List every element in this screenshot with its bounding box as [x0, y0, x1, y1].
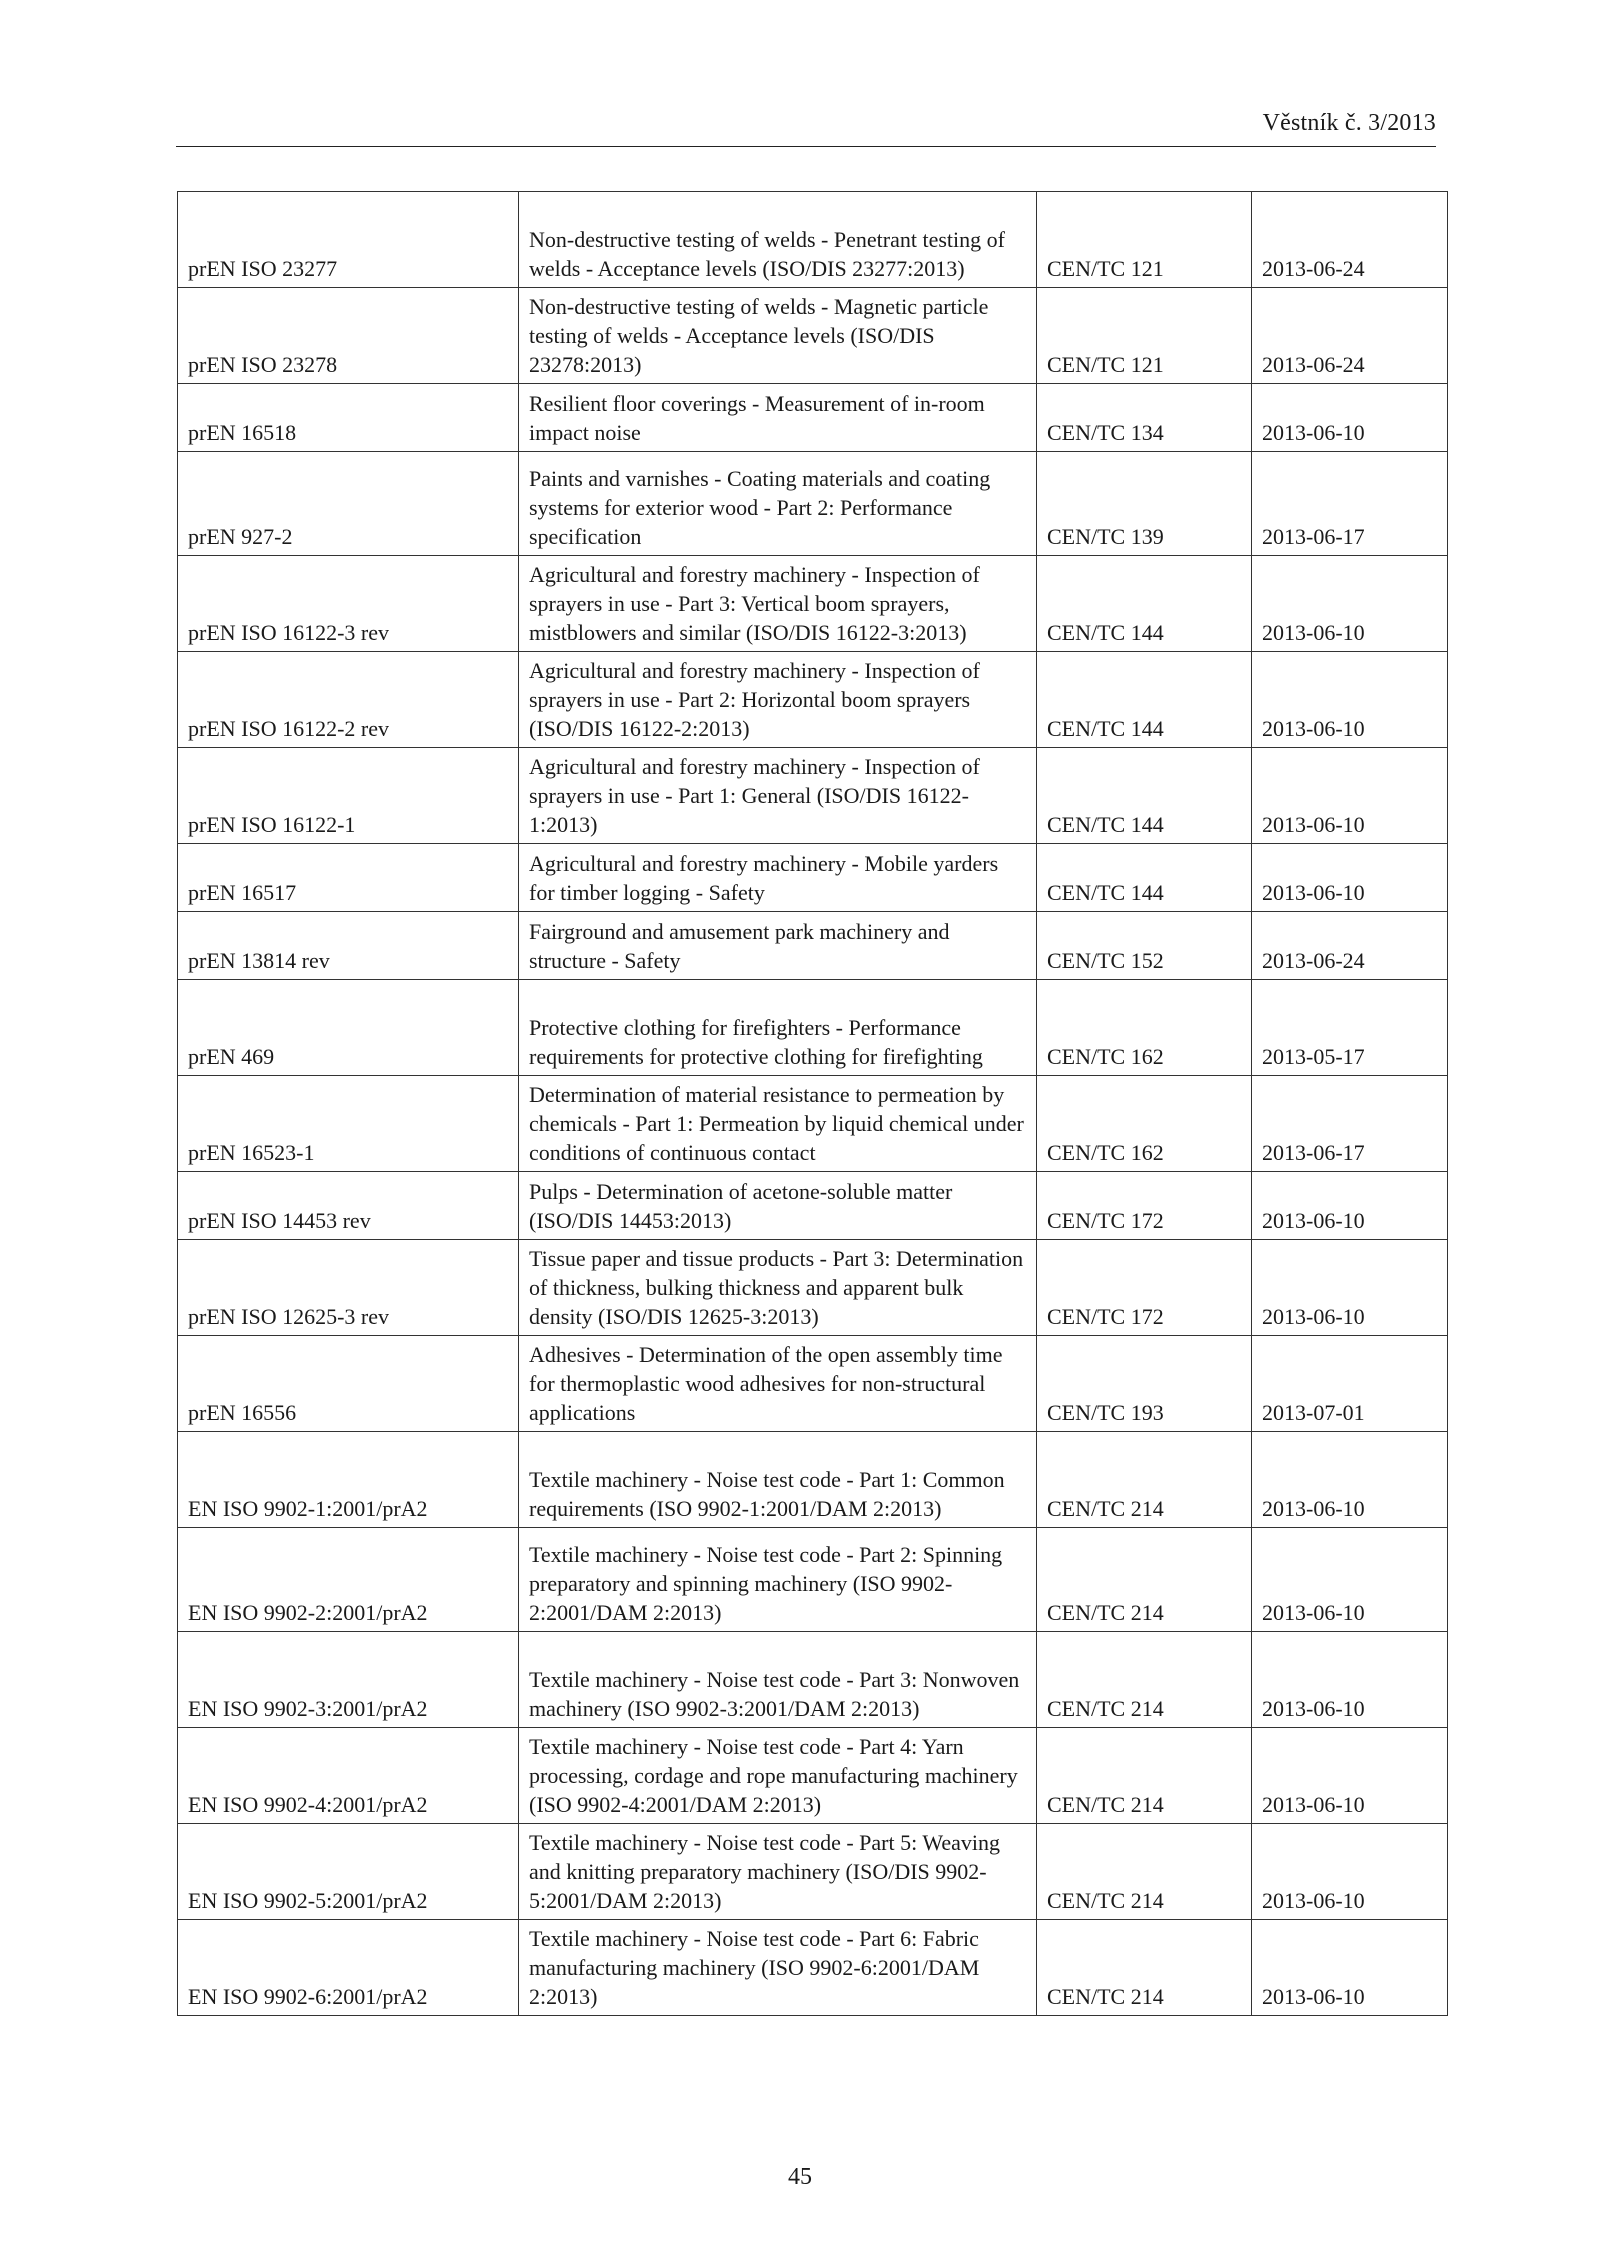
- standard-title-cell: Fairground and amusement park machinery and structure - Safety: [519, 912, 1037, 980]
- page-header: [176, 110, 1436, 147]
- table-row: [178, 652, 1448, 748]
- technical-committee-cell: CEN/TC 121: [1037, 288, 1252, 384]
- standard-code-cell: prEN ISO 16122-3 rev: [178, 556, 519, 652]
- deadline-date-cell: 2013-06-10: [1252, 556, 1448, 652]
- deadline-date-cell: 2013-06-10: [1252, 1824, 1448, 1920]
- standard-title-cell: Tissue paper and tissue products - Part 3: Determination of thickness, bulking thickness and apparent bulk density (ISO/DIS 12625-3:2013): [519, 1240, 1037, 1336]
- table-row: [178, 1172, 1448, 1240]
- technical-committee-cell: CEN/TC 172: [1037, 1172, 1252, 1240]
- standard-code-cell: prEN 16523-1: [178, 1076, 519, 1172]
- standard-code-cell: prEN 16517: [178, 844, 519, 912]
- standard-title-cell: Pulps - Determination of acetone-soluble matter (ISO/DIS 14453:2013): [519, 1172, 1037, 1240]
- deadline-date-cell: 2013-06-10: [1252, 1528, 1448, 1632]
- standard-title-cell: Textile machinery - Noise test code - Part 6: Fabric manufacturing machinery (ISO 9902-6:2001/DAM 2:2013): [519, 1920, 1037, 2016]
- deadline-date-cell: 2013-06-24: [1252, 192, 1448, 288]
- deadline-date-cell: 2013-06-10: [1252, 748, 1448, 844]
- standard-code-cell: EN ISO 9902-5:2001/prA2: [178, 1824, 519, 1920]
- standard-code-cell: prEN ISO 23277: [178, 192, 519, 288]
- technical-committee-cell: CEN/TC 214: [1037, 1632, 1252, 1728]
- deadline-date-cell: 2013-06-10: [1252, 844, 1448, 912]
- table-row: [178, 1240, 1448, 1336]
- standard-title-cell: Textile machinery - Noise test code - Part 3: Nonwoven machinery (ISO 9902-3:2001/DAM 2:2013): [519, 1632, 1037, 1728]
- standards-table: [177, 191, 1448, 2016]
- technical-committee-cell: CEN/TC 162: [1037, 1076, 1252, 1172]
- table-row: [178, 1432, 1448, 1528]
- deadline-date-cell: 2013-06-10: [1252, 1172, 1448, 1240]
- standard-code-cell: EN ISO 9902-6:2001/prA2: [178, 1920, 519, 2016]
- table-row: [178, 980, 1448, 1076]
- table-row: [178, 1920, 1448, 2016]
- deadline-date-cell: 2013-07-01: [1252, 1336, 1448, 1432]
- standard-title-cell: Protective clothing for firefighters - Performance requirements for protective clothing for firefighting: [519, 980, 1037, 1076]
- standard-code-cell: prEN 16556: [178, 1336, 519, 1432]
- standards-table-body: [178, 192, 1448, 2016]
- journal-issue-label: Věstník č. 3/2013: [1262, 110, 1436, 136]
- standard-title-cell: Textile machinery - Noise test code - Part 4: Yarn processing, cordage and rope manufacturing machinery (ISO 9902-4:2001/DAM 2:2013): [519, 1728, 1037, 1824]
- table-row: [178, 556, 1448, 652]
- deadline-date-cell: 2013-06-24: [1252, 912, 1448, 980]
- deadline-date-cell: 2013-06-10: [1252, 1632, 1448, 1728]
- table-row: [178, 192, 1448, 288]
- technical-committee-cell: CEN/TC 139: [1037, 452, 1252, 556]
- technical-committee-cell: CEN/TC 144: [1037, 844, 1252, 912]
- standard-code-cell: prEN ISO 23278: [178, 288, 519, 384]
- table-row: [178, 1076, 1448, 1172]
- deadline-date-cell: 2013-06-10: [1252, 652, 1448, 748]
- standard-title-cell: Agricultural and forestry machinery - Inspection of sprayers in use - Part 1: General (ISO/DIS 16122-1:2013): [519, 748, 1037, 844]
- standard-title-cell: Resilient floor coverings - Measurement of in-room impact noise: [519, 384, 1037, 452]
- technical-committee-cell: CEN/TC 121: [1037, 192, 1252, 288]
- standard-code-cell: EN ISO 9902-2:2001/prA2: [178, 1528, 519, 1632]
- standard-title-cell: Non-destructive testing of welds - Magnetic particle testing of welds - Acceptance levels (ISO/DIS 23278:2013): [519, 288, 1037, 384]
- deadline-date-cell: 2013-06-10: [1252, 384, 1448, 452]
- deadline-date-cell: 2013-06-17: [1252, 452, 1448, 556]
- deadline-date-cell: 2013-05-17: [1252, 980, 1448, 1076]
- technical-committee-cell: CEN/TC 214: [1037, 1920, 1252, 2016]
- standard-title-cell: Agricultural and forestry machinery - Mobile yarders for timber logging - Safety: [519, 844, 1037, 912]
- technical-committee-cell: CEN/TC 214: [1037, 1528, 1252, 1632]
- table-row: [178, 1528, 1448, 1632]
- technical-committee-cell: CEN/TC 172: [1037, 1240, 1252, 1336]
- table-row: [178, 452, 1448, 556]
- technical-committee-cell: CEN/TC 144: [1037, 652, 1252, 748]
- standard-code-cell: prEN 469: [178, 980, 519, 1076]
- technical-committee-cell: CEN/TC 134: [1037, 384, 1252, 452]
- technical-committee-cell: CEN/TC 214: [1037, 1824, 1252, 1920]
- standard-code-cell: prEN ISO 16122-2 rev: [178, 652, 519, 748]
- standard-title-cell: Non-destructive testing of welds - Penetrant testing of welds - Acceptance levels (ISO/DIS 23277:2013): [519, 192, 1037, 288]
- standard-code-cell: EN ISO 9902-3:2001/prA2: [178, 1632, 519, 1728]
- table-row: [178, 844, 1448, 912]
- deadline-date-cell: 2013-06-24: [1252, 288, 1448, 384]
- deadline-date-cell: 2013-06-17: [1252, 1076, 1448, 1172]
- technical-committee-cell: CEN/TC 214: [1037, 1432, 1252, 1528]
- deadline-date-cell: 2013-06-10: [1252, 1432, 1448, 1528]
- standard-title-cell: Paints and varnishes - Coating materials and coating systems for exterior wood - Part 2: Performance specification: [519, 452, 1037, 556]
- standard-code-cell: prEN ISO 16122-1: [178, 748, 519, 844]
- standard-title-cell: Agricultural and forestry machinery - Inspection of sprayers in use - Part 2: Horizontal boom sprayers (ISO/DIS 16122-2:2013): [519, 652, 1037, 748]
- standard-code-cell: prEN ISO 12625-3 rev: [178, 1240, 519, 1336]
- technical-committee-cell: CEN/TC 144: [1037, 556, 1252, 652]
- table-row: [178, 1824, 1448, 1920]
- technical-committee-cell: CEN/TC 214: [1037, 1728, 1252, 1824]
- standard-title-cell: Textile machinery - Noise test code - Part 5: Weaving and knitting preparatory machinery (ISO/DIS 9902-5:2001/DAM 2:2013): [519, 1824, 1037, 1920]
- table-row: [178, 912, 1448, 980]
- standard-title-cell: Determination of material resistance to permeation by chemicals - Part 1: Permeation by liquid chemical under conditions of continuous contact: [519, 1076, 1037, 1172]
- deadline-date-cell: 2013-06-10: [1252, 1728, 1448, 1824]
- table-row: [178, 1728, 1448, 1824]
- standard-code-cell: EN ISO 9902-1:2001/prA2: [178, 1432, 519, 1528]
- standard-title-cell: Agricultural and forestry machinery - Inspection of sprayers in use - Part 3: Vertical boom sprayers, mistblowers and similar (ISO/DIS 16122-3:2013): [519, 556, 1037, 652]
- table-row: [178, 288, 1448, 384]
- standard-code-cell: prEN 16518: [178, 384, 519, 452]
- table-row: [178, 748, 1448, 844]
- technical-committee-cell: CEN/TC 193: [1037, 1336, 1252, 1432]
- standard-code-cell: prEN 927-2: [178, 452, 519, 556]
- technical-committee-cell: CEN/TC 152: [1037, 912, 1252, 980]
- standard-title-cell: Textile machinery - Noise test code - Part 1: Common requirements (ISO 9902-1:2001/DAM 2:2013): [519, 1432, 1037, 1528]
- standard-title-cell: Adhesives - Determination of the open assembly time for thermoplastic wood adhesives for non-structural applications: [519, 1336, 1037, 1432]
- table-row: [178, 1336, 1448, 1432]
- standard-title-cell: Textile machinery - Noise test code - Part 2: Spinning preparatory and spinning machinery (ISO 9902-2:2001/DAM 2:2013): [519, 1528, 1037, 1632]
- standard-code-cell: prEN ISO 14453 rev: [178, 1172, 519, 1240]
- table-row: [178, 1632, 1448, 1728]
- standard-code-cell: EN ISO 9902-4:2001/prA2: [178, 1728, 519, 1824]
- technical-committee-cell: CEN/TC 162: [1037, 980, 1252, 1076]
- standard-code-cell: prEN 13814 rev: [178, 912, 519, 980]
- table-row: [178, 384, 1448, 452]
- page-number: 45: [788, 2164, 812, 2190]
- deadline-date-cell: 2013-06-10: [1252, 1240, 1448, 1336]
- deadline-date-cell: 2013-06-10: [1252, 1920, 1448, 2016]
- technical-committee-cell: CEN/TC 144: [1037, 748, 1252, 844]
